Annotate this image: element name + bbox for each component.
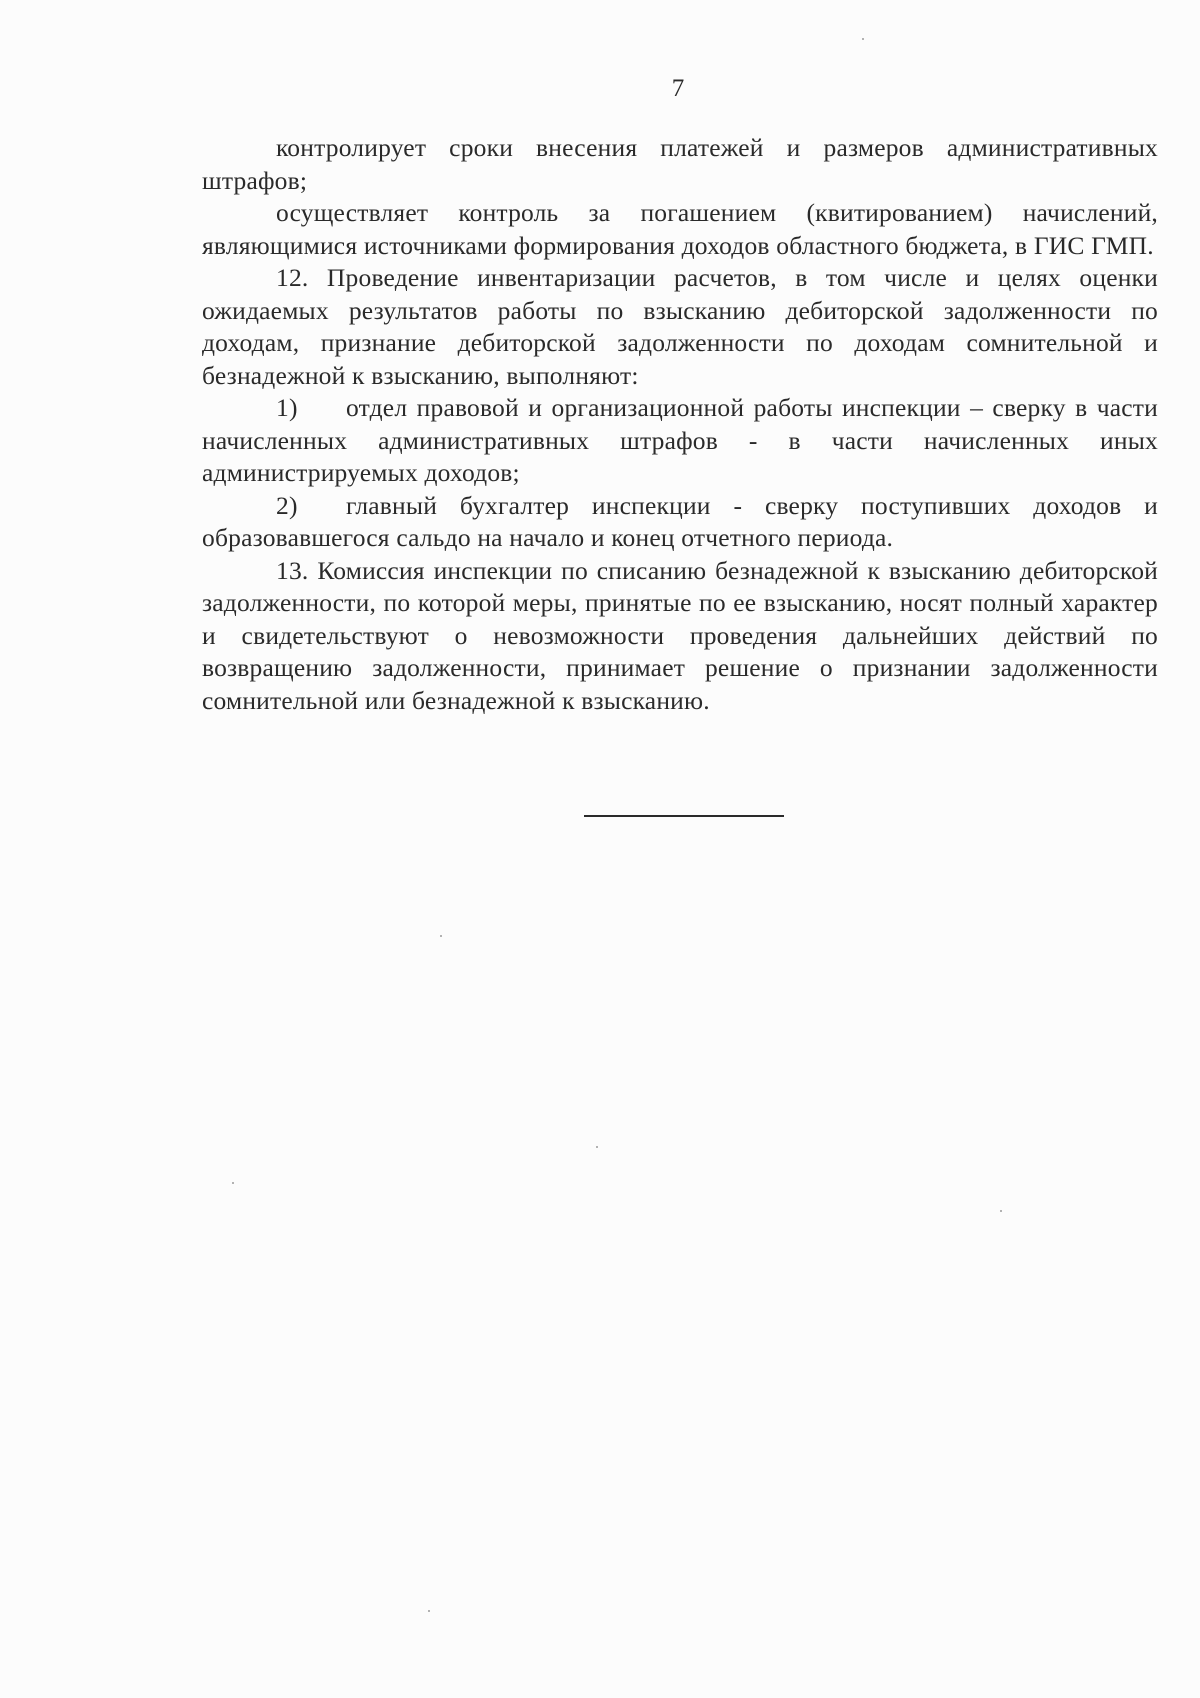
paragraph-control: осуществляет контроль за погашением (квитированием) начислений, являющимися источниками формирования доходов областного бюджета, в ГИС ГМП. <box>202 198 1158 260</box>
list-item-text: отдел правовой и организационной работы инспекции – сверку в части начисленных административных штрафов - в части начисленных иных администрируемых доходов; <box>202 393 1158 487</box>
list-item-1 <box>202 392 1158 490</box>
paragraph-item-12: 12. Проведение инвентаризации расчетов, в том числе и целях оценки ожидаемых результатов работы по взысканию дебиторской задолженности по доходам, признание дебиторской задолженности по доходам сомнительной и безнадежной к взысканию, выполняют: <box>202 263 1158 390</box>
list-item-2 <box>202 490 1158 555</box>
scan-speck <box>862 38 864 40</box>
scan-speck <box>596 1146 598 1148</box>
scan-speck <box>232 1182 234 1184</box>
scan-speck <box>1000 1210 1002 1212</box>
end-separator-line <box>584 815 784 817</box>
document-body <box>202 132 1158 717</box>
list-item-number: 1) <box>276 393 298 422</box>
list-item-text: главный бухгалтер инспекции - сверку поступивших доходов и образовавшегося сальдо на начало и конец отчетного периода. <box>202 490 1158 552</box>
scan-speck <box>440 935 442 937</box>
paragraph-deadlines: контролирует сроки внесения платежей и размеров административных штрафов; <box>202 133 1158 195</box>
scan-speck <box>428 1610 430 1612</box>
page-number: 7 <box>671 75 685 102</box>
paragraph-item-13: 13. Комиссия инспекции по списанию безнадежной к взысканию дебиторской задолженности, по которой меры, принятые по ее взысканию, носят полный характер и свидетельствуют о невозможности проведения дальнейших действий по возвращению задолженности, принимает решение о признании задолженности сомнительной или безнадежной к взысканию. <box>202 555 1158 715</box>
list-item-number: 2) <box>276 490 298 520</box>
